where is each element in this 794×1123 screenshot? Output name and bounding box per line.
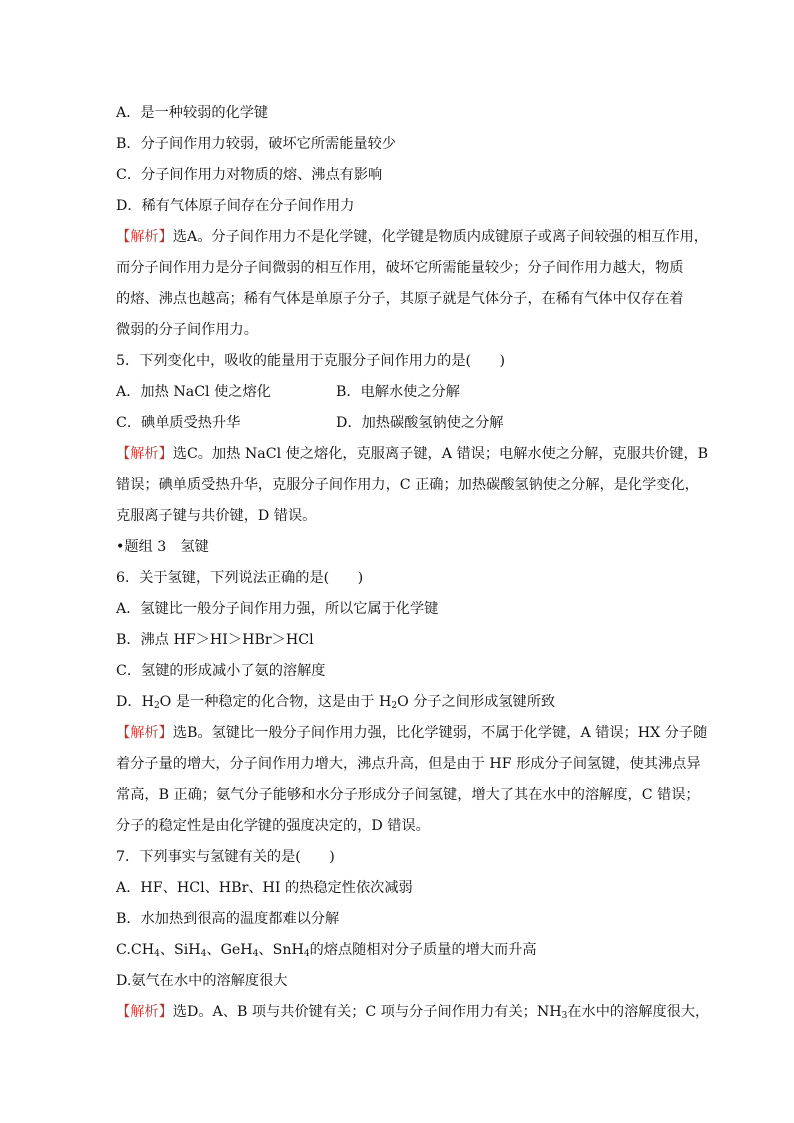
q4-option-c: C．分子间作用力对物质的熔、沸点有影响 bbox=[116, 167, 383, 183]
q5-analysis-line-2: 错误；碘单质受热升华，克服分子间作用力，C 正确；加热碳酸氢钠使之分解，是化学变化， bbox=[116, 477, 699, 493]
q6-option-d: D．$H_2O$ 是一种稳定的化合物，这是由于 $H_2O$ 分子之间形成氢键所致 bbox=[116, 694, 556, 711]
q6-stem: 6．关于氢键，下列说法正确的是( ) bbox=[116, 570, 364, 586]
q4-option-a: A．是一种较弱的化学键 bbox=[116, 105, 269, 121]
document-content bbox=[116, 98, 710, 1028]
q6-analysis bbox=[116, 718, 708, 842]
q5-option-b: B．电解水使之分解 bbox=[336, 384, 460, 400]
q7-stem: 7．下列事实与氢键有关的是( ) bbox=[116, 849, 335, 865]
q5-option-d: D．加热碳酸氢钠使之分解 bbox=[336, 415, 504, 431]
q5-options-row-2 bbox=[116, 408, 684, 439]
q7-option-a: A．HF、HCl、HBr、HI 的热稳定性依次减弱 bbox=[116, 880, 413, 896]
q6-analysis-line-2: 着分子量的增大，分子间作用力增大，沸点升高，但是由于 HF 形成分子间氢键，使其沸点异 bbox=[116, 756, 701, 772]
q7-option-d: D.氨气在水中的溶解度很大 bbox=[116, 973, 288, 989]
q5-option-a: A．加热 NaCl 使之熔化 bbox=[116, 384, 271, 400]
analysis-tag: 【解析】 bbox=[116, 1004, 173, 1020]
analysis-tag: 【解析】 bbox=[116, 446, 173, 462]
q4-analysis-line-4: 微弱的分子间作用力。 bbox=[116, 322, 258, 338]
q6-option-b: B．沸点 HF＞HI＞HBr＞HCl bbox=[116, 632, 314, 648]
bullet-icon: • bbox=[116, 539, 125, 555]
q5-analysis bbox=[116, 439, 709, 532]
q6-analysis-line-1: 选B。氢键比一般分子间作用力强，比化学键弱，不属于化学键，A 错误；HX 分子随 bbox=[172, 725, 708, 741]
q4-analysis-line-3: 的熔、沸点也越高；稀有气体是单原子分子，其原子就是气体分子，在稀有气体中仅存在着 bbox=[116, 291, 684, 307]
analysis-tag: 【解析】 bbox=[116, 229, 173, 245]
q4-analysis bbox=[116, 222, 708, 346]
q6-analysis-line-3: 常高，B 正确；氨气分子能够和水分子形成分子间氢键，增大了其在水中的溶解度，C 错误； bbox=[116, 787, 700, 803]
group-3-title: 题组 3 氢键 bbox=[124, 539, 209, 555]
q4-analysis-line-1: 选A。分子间作用力不是化学键，化学键是物质内成键原子或离子间较强的相互作用， bbox=[172, 229, 708, 245]
q5-options-row-1 bbox=[116, 377, 684, 408]
q7-option-b: B．水加热到很高的温度都难以分解 bbox=[116, 911, 340, 927]
q5-analysis-line-3: 克服离子键与共价键，D 错误。 bbox=[116, 508, 317, 524]
q4-option-d: D．稀有气体原子间存在分子间作用力 bbox=[116, 198, 355, 214]
analysis-tag: 【解析】 bbox=[116, 725, 173, 741]
q6-option-c: C．氢键的形成减小了氨的溶解度 bbox=[116, 663, 326, 679]
q6-option-a: A．氢键比一般分子间作用力强，所以它属于化学键 bbox=[116, 601, 439, 617]
q5-option-c: C．碘单质受热升华 bbox=[116, 415, 241, 431]
group-3-heading bbox=[116, 532, 684, 563]
q5-stem: 5．下列变化中，吸收的能量用于克服分子间作用力的是( ) bbox=[116, 353, 505, 369]
q5-analysis-line-1: 选C。加热 NaCl 使之熔化，克服离子键，A 错误；电解水使之分解，克服共价键，B bbox=[172, 446, 709, 462]
q4-option-b: B．分子间作用力较弱，破坏它所需能量较少 bbox=[116, 136, 396, 152]
q6-analysis-line-4: 分子的稳定性是由化学键的强度决定的，D 错误。 bbox=[116, 818, 430, 834]
q7-analysis: 【解析】选D。A、B 项与共价键有关；C 项与分子间作用力有关；$NH_3$在水中的溶解度很大， bbox=[116, 1004, 710, 1021]
q4-analysis-line-2: 而分子间作用力是分子间微弱的相互作用，破坏它所需能量较少；分子间作用力越大，物质 bbox=[116, 260, 684, 276]
q7-option-c: $C.CH_4$、SiH$_4$、GeH$_4$、SnH$_4$的熔点随相对分子质量的增大而升高 bbox=[116, 942, 537, 959]
